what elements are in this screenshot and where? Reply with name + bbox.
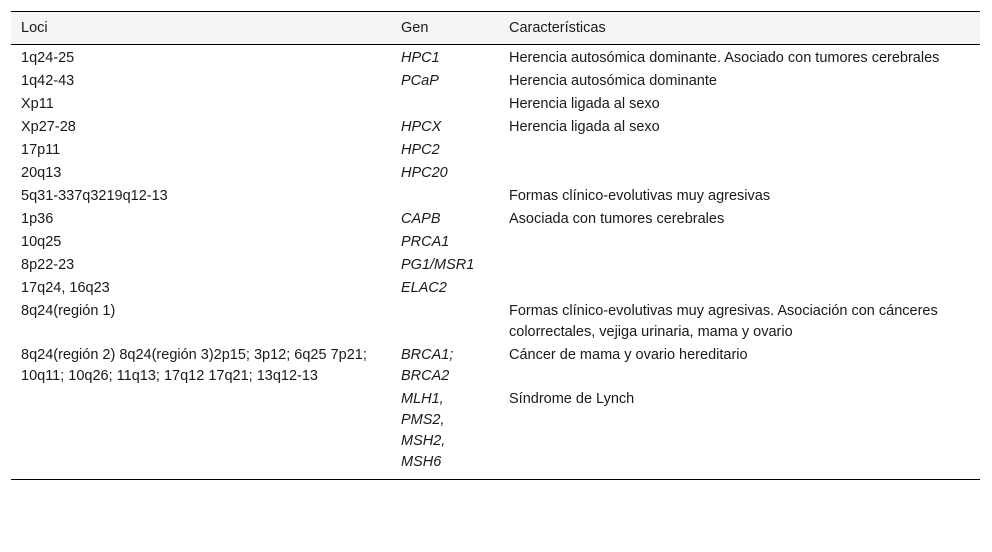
cell-caracteristicas: Herencia ligada al sexo <box>509 96 660 112</box>
header-gen: Gen <box>401 20 429 36</box>
cell-gen: CAPB <box>401 211 441 227</box>
table-row <box>11 94 980 117</box>
table-row <box>11 140 980 163</box>
cell-gen: BRCA1; BRCA2 <box>401 347 454 384</box>
cell-gen: HPC1 <box>401 50 440 66</box>
cell-loci: 8q24(región 2) 8q24(región 3)2p15; 3p12; 6q25 7p21; 10q11; 10q26; 11q13; 17q12 17q21; 13q12-13 <box>21 347 367 384</box>
table-row <box>11 186 980 209</box>
cell-caracteristicas <box>499 232 980 255</box>
header-loci: Loci <box>21 20 48 36</box>
table-row <box>11 389 980 480</box>
table-row <box>11 209 980 232</box>
cell-loci: 10q25 <box>21 234 62 250</box>
cell-caracteristicas <box>499 278 980 301</box>
cell-loci: 8p22-23 <box>21 257 75 273</box>
cell-loci: 1p36 <box>21 211 54 227</box>
table-row <box>11 278 980 301</box>
cell-caracteristicas: Formas clínico-evolutivas muy agresivas. Asociación con cánceres colorrectales, vejiga urinaria, mama y ovario <box>509 303 938 340</box>
cell-gen: HPCX <box>401 119 442 135</box>
table-row <box>11 117 980 140</box>
table-row <box>11 255 980 278</box>
cell-caracteristicas: Herencia ligada al sexo <box>509 119 660 135</box>
cell-gen: PG1/MSR1 <box>401 257 475 273</box>
cell-gen: MLH1, PMS2, MSH2, MSH6 <box>401 391 446 470</box>
cell-caracteristicas: Herencia autosómica dominante <box>509 73 717 89</box>
table-row <box>11 163 980 186</box>
cell-caracteristicas: Síndrome de Lynch <box>509 391 635 407</box>
cell-gen <box>391 186 499 209</box>
cell-gen <box>391 301 499 345</box>
header-caracteristicas: Características <box>509 20 606 36</box>
table-row <box>11 232 980 255</box>
cell-loci: 17q24, 16q23 <box>21 280 110 296</box>
genetic-loci-table <box>11 11 980 480</box>
cell-caracteristicas: Cáncer de mama y ovario hereditario <box>509 347 748 363</box>
cell-loci: 1q24-25 <box>21 50 75 66</box>
cell-caracteristicas: Formas clínico-evolutivas muy agresivas <box>509 188 771 204</box>
cell-gen: HPC20 <box>401 165 448 181</box>
table-row <box>11 45 980 72</box>
table-body <box>11 45 980 480</box>
table-row <box>11 345 980 389</box>
cell-caracteristicas: Asociada con tumores cerebrales <box>509 211 725 227</box>
genetic-loci-table-container <box>11 11 980 480</box>
cell-caracteristicas <box>499 255 980 278</box>
cell-gen: PRCA1 <box>401 234 450 250</box>
cell-caracteristicas <box>499 163 980 186</box>
cell-loci <box>11 389 391 480</box>
cell-loci: 17p11 <box>21 142 61 158</box>
cell-gen <box>391 94 499 117</box>
cell-loci: Xp11 <box>21 96 54 112</box>
cell-caracteristicas: Herencia autosómica dominante. Asociado con tumores cerebrales <box>509 50 940 66</box>
cell-loci: 20q13 <box>21 165 62 181</box>
table-header <box>11 12 980 45</box>
cell-gen: HPC2 <box>401 142 440 158</box>
cell-loci: 8q24(región 1) <box>21 303 116 319</box>
table-row <box>11 71 980 94</box>
cell-loci: Xp27-28 <box>21 119 76 135</box>
cell-caracteristicas <box>499 140 980 163</box>
cell-loci: 5q31-337q3219q12-13 <box>21 188 168 204</box>
cell-gen: PCaP <box>401 73 439 89</box>
cell-loci: 1q42-43 <box>21 73 75 89</box>
cell-gen: ELAC2 <box>401 280 447 296</box>
header-row <box>11 12 980 45</box>
table-row <box>11 301 980 345</box>
